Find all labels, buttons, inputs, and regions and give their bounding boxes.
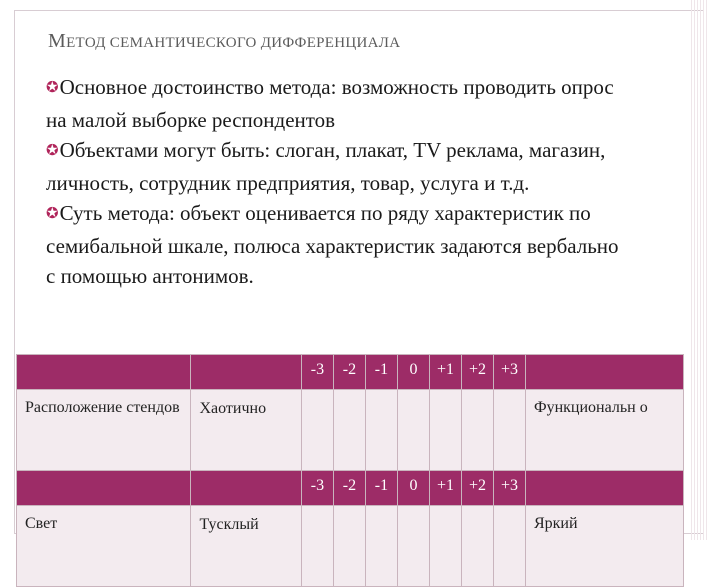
scale-cell[interactable] <box>333 506 365 587</box>
scale-value: -3 <box>301 471 333 506</box>
left-pole: Хаотично <box>191 390 301 471</box>
slide-edge-decoration <box>691 0 707 540</box>
header-blank-cell <box>525 355 683 390</box>
scale-cell[interactable] <box>461 390 493 471</box>
header-blank-cell <box>191 355 301 390</box>
star-bullet-icon: ✪ <box>46 206 59 222</box>
scale-cell[interactable] <box>301 506 333 587</box>
scale-value: +3 <box>493 471 525 506</box>
star-bullet-icon: ✪ <box>46 143 59 159</box>
scale-value: -2 <box>333 355 365 390</box>
scale-value: 0 <box>397 471 429 506</box>
scale-value: -1 <box>365 471 397 506</box>
scale-value: -2 <box>333 471 365 506</box>
bullet-text: Основное достоинство метода: возможность проводить опрос на малой выборке респондентов <box>46 75 614 132</box>
scale-cell[interactable] <box>333 390 365 471</box>
scale-value: +2 <box>461 355 493 390</box>
table-row <box>17 506 684 587</box>
header-blank-cell <box>17 355 191 390</box>
scale-cell[interactable] <box>429 506 461 587</box>
scale-cell[interactable] <box>397 390 429 471</box>
semantic-differential-table <box>16 354 684 587</box>
scale-cell[interactable] <box>493 506 525 587</box>
scale-value: +2 <box>461 471 493 506</box>
slide-title: МЕТОД СЕМАНТИЧЕСКОГО ДИФФЕРЕНЦИАЛА <box>48 30 401 52</box>
header-blank-cell <box>525 471 683 506</box>
scale-value: -3 <box>301 355 333 390</box>
bullet-text: Суть метода: объект оценивается по ряду характеристик по семибальной шкале, полюса характеристик задаются вербально с помощью антонимов. <box>46 201 619 288</box>
characteristic-label: Свет <box>17 506 191 587</box>
bullet-item <box>46 198 626 291</box>
scale-value: +3 <box>493 355 525 390</box>
scale-header-row <box>17 471 684 506</box>
characteristic-label: Расположение стендов <box>17 390 191 471</box>
bullet-text: Объектами могут быть: слоган, плакат, TV реклама, магазин, личность, сотрудник предприятия, товар, услуга и т.д. <box>46 138 606 195</box>
header-blank-cell <box>17 471 191 506</box>
scale-cell[interactable] <box>493 390 525 471</box>
table-row <box>17 390 684 471</box>
left-pole: Тусклый <box>191 506 301 587</box>
star-bullet-icon: ✪ <box>46 80 59 96</box>
right-pole: Яркий <box>525 506 683 587</box>
bullet-item <box>46 135 626 198</box>
scale-cell[interactable] <box>301 390 333 471</box>
scale-cell[interactable] <box>365 390 397 471</box>
right-pole: Функциональн о <box>525 390 683 471</box>
scale-value: 0 <box>397 355 429 390</box>
scale-cell[interactable] <box>397 506 429 587</box>
scale-header-row <box>17 355 684 390</box>
header-blank-cell <box>191 471 301 506</box>
slide-body <box>46 72 626 291</box>
scale-cell[interactable] <box>365 506 397 587</box>
scale-value: -1 <box>365 355 397 390</box>
bullet-item <box>46 72 626 135</box>
scale-value: +1 <box>429 471 461 506</box>
scale-value: +1 <box>429 355 461 390</box>
scale-cell[interactable] <box>461 506 493 587</box>
scale-cell[interactable] <box>429 390 461 471</box>
